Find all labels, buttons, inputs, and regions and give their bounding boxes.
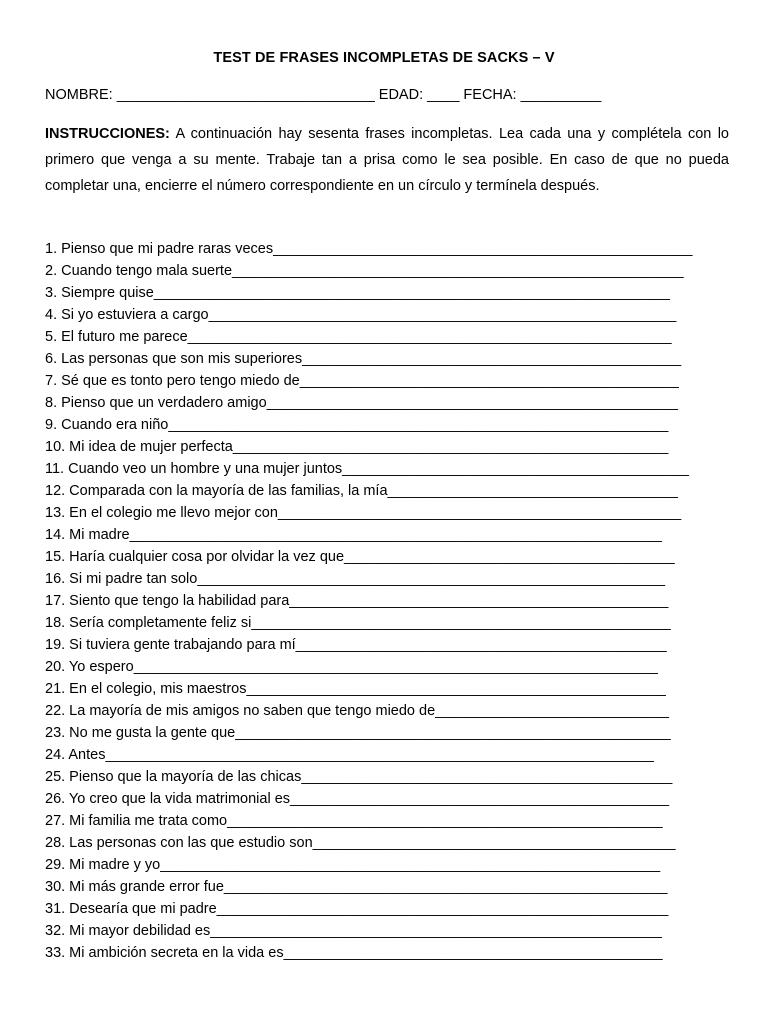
sentence-item: 17. Siento que tengo la habilidad para_______________________________________________	[45, 593, 669, 609]
sentence-item: 22. La mayoría de mis amigos no saben que tengo miedo de_____________________________	[45, 703, 669, 719]
sentence-item: 1. Pienso que mi padre raras veces____________________________________________________	[45, 241, 693, 257]
sentence-item: 9. Cuando era niño______________________________________________________________	[45, 417, 669, 433]
sentence-item: 2. Cuando tengo mala suerte________________________________________________________	[45, 263, 684, 279]
sentence-item: 25. Pienso que la mayoría de las chicas______________________________________________	[45, 769, 673, 785]
sentence-item: 31. Desearía que mi padre________________________________________________________	[45, 901, 669, 917]
sentence-item: 12. Comparada con la mayoría de las familias, la mía____________________________________	[45, 483, 678, 499]
sentence-item: 13. En el colegio me llevo mejor con__________________________________________________	[45, 505, 682, 521]
sentence-item: 6. Las personas que son mis superiores_______________________________________________	[45, 351, 682, 367]
respondent-fields: NOMBRE: ________________________________ EDAD: ____ FECHA: __________	[45, 87, 602, 103]
sentence-item: 5. El futuro me parece____________________________________________________________	[45, 329, 672, 345]
sentence-item: 29. Mi madre y yo______________________________________________________________	[45, 857, 661, 873]
sentence-item: 11. Cuando veo un hombre y una mujer juntos___________________________________________	[45, 461, 689, 477]
sentence-item: 33. Mi ambición secreta en la vida es_______________________________________________	[45, 945, 663, 961]
sentence-item: 3. Siempre quise________________________________________________________________	[45, 285, 670, 301]
instructions-label: INSTRUCCIONES:	[45, 126, 170, 142]
sentence-item: 7. Sé que es tonto pero tengo miedo de_______________________________________________	[45, 373, 679, 389]
sentence-item: 10. Mi idea de mujer perfecta______________________________________________________	[45, 439, 669, 455]
sentence-item: 27. Mi familia me trata como______________________________________________________	[45, 813, 663, 829]
sentence-item: 21. En el colegio, mis maestros____________________________________________________	[45, 681, 666, 697]
sentence-item: 8. Pienso que un verdadero amigo___________________________________________________	[45, 395, 678, 411]
instructions-text: A continuación hay sesenta frases incompletas. Lea cada una y complétela con lo primero que venga a su mente. Trabaje tan a prisa como le sea posible. En caso de que no pueda completar una, encierre el número correspondiente en un círculo y termínela después.	[45, 126, 729, 194]
sentence-item: 20. Yo espero_________________________________________________________________	[45, 659, 658, 675]
sentence-item: 30. Mi más grande error fue_______________________________________________________	[45, 879, 668, 895]
sentence-item: 18. Sería completamente feliz si____________________________________________________	[45, 615, 671, 631]
sentence-item: 23. No me gusta la gente que______________________________________________________	[45, 725, 671, 741]
page-title: TEST DE FRASES INCOMPLETAS DE SACKS – V	[213, 50, 555, 66]
sentence-item: 4. Si yo estuviera a cargo__________________________________________________________	[45, 307, 677, 323]
sentence-item: 19. Si tuviera gente trabajando para mí______________________________________________	[45, 637, 667, 653]
sentence-item: 16. Si mi padre tan solo__________________________________________________________	[45, 571, 666, 587]
instructions-paragraph	[45, 121, 729, 199]
sentence-list	[45, 238, 735, 964]
sentence-item: 26. Yo creo que la vida matrimonial es_______________________________________________	[45, 791, 670, 807]
sentence-item: 14. Mi madre__________________________________________________________________	[45, 527, 662, 543]
sentence-item: 28. Las personas con las que estudio son_____________________________________________	[45, 835, 676, 851]
sentence-item: 15. Haría cualquier cosa por olvidar la vez que_________________________________________	[45, 549, 675, 565]
sentence-item: 32. Mi mayor debilidad es________________________________________________________	[45, 923, 662, 939]
sentence-item: 24. Antes____________________________________________________________________	[45, 747, 654, 763]
